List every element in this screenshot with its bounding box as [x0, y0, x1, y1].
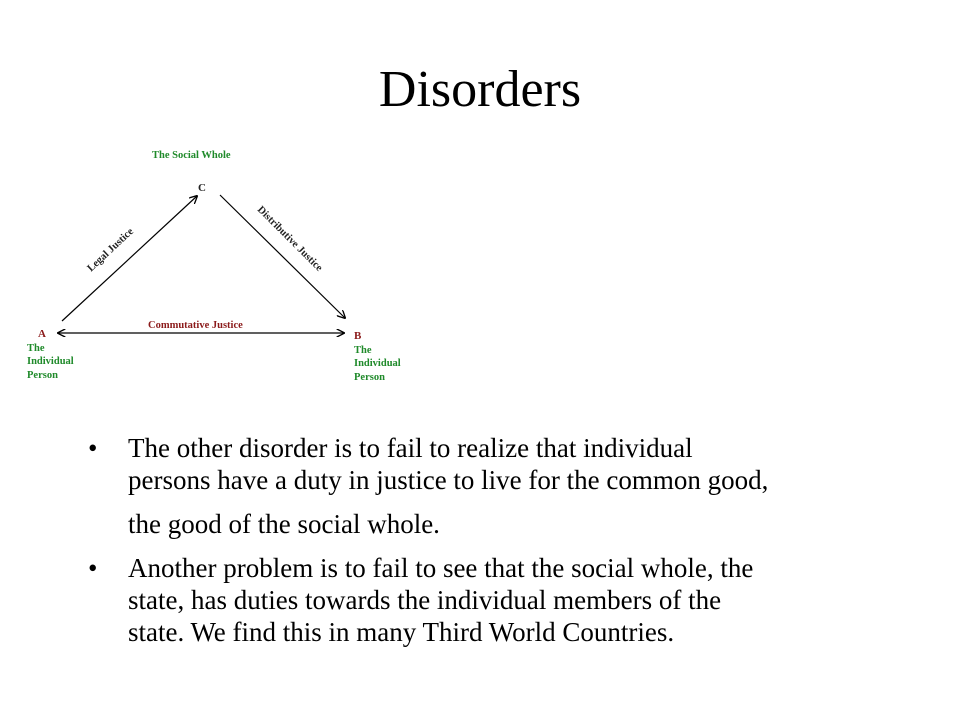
person-b-line-2: Individual: [354, 358, 401, 369]
distributive-justice-arrow: [220, 195, 345, 318]
bullet-text-line: the good of the social whole.: [128, 509, 440, 539]
bullet-dot: •: [88, 433, 98, 463]
vertex-b-label: B: [354, 330, 362, 342]
legal-justice-arrow: [62, 196, 197, 321]
person-b-line-3: Person: [354, 372, 385, 383]
vertex-a-label: A: [38, 328, 46, 340]
slide-title: Disorders: [378, 61, 582, 118]
bullet-item: [88, 552, 908, 648]
person-a-line-2: Individual: [27, 356, 74, 367]
bullet-item: [88, 432, 908, 540]
bullet-text-line: persons have a duty in justice to live for the common good,: [128, 465, 769, 495]
vertex-c-label: C: [198, 182, 206, 194]
commutative-justice-label: Commutative Justice: [148, 320, 243, 331]
social-whole-label: The Social Whole: [152, 150, 231, 161]
person-b-line-1: The: [354, 345, 372, 356]
bullet-text-line: Another problem is to fail to see that the social whole, the: [128, 553, 754, 583]
bullet-list: [88, 432, 908, 660]
bullet-text-line: state, has duties towards the individual members of the: [128, 585, 722, 615]
legal-justice-label: Legal Justice: [85, 226, 136, 275]
person-a-line-1: The: [27, 343, 45, 354]
bullet-dot: •: [88, 553, 98, 583]
bullet-text-line: The other disorder is to fail to realize that individual: [128, 433, 693, 463]
bullet-text-line: state. We find this in many Third World Countries.: [128, 617, 675, 647]
distributive-justice-label: Distributive Justice: [254, 204, 325, 274]
person-a-line-3: Person: [27, 370, 58, 381]
